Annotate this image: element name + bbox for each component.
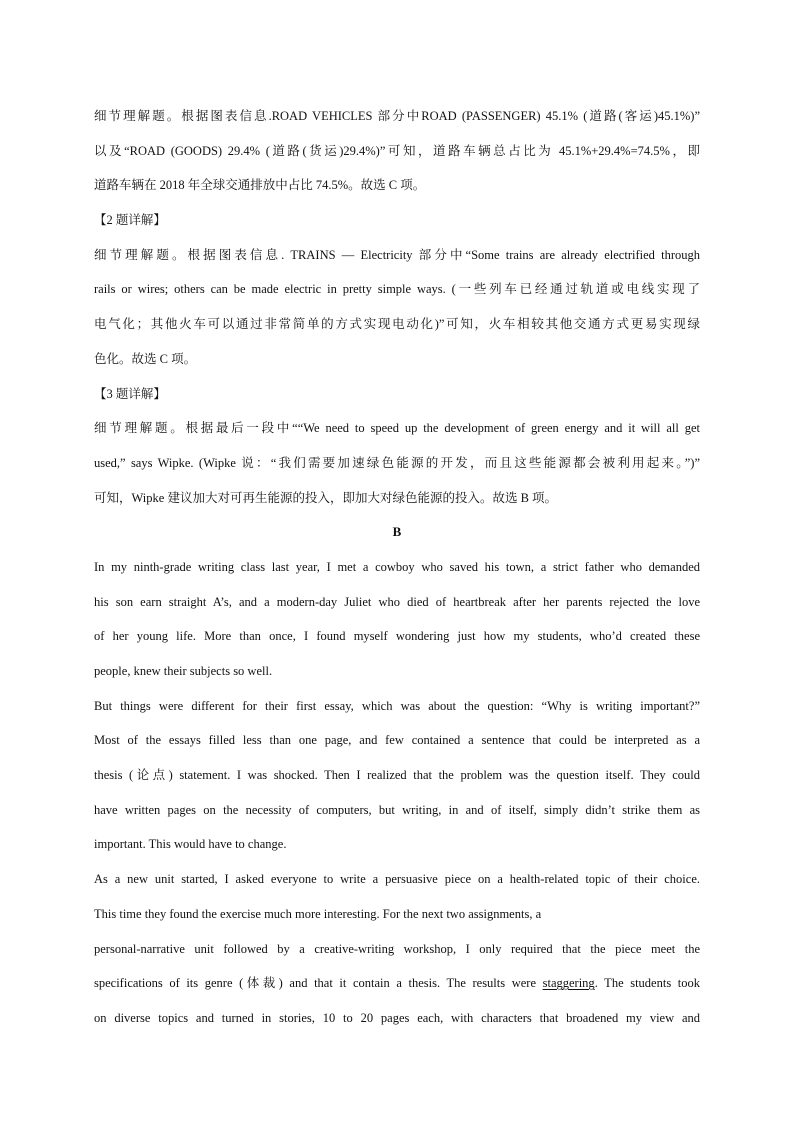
question-3-heading: 【3 题详解】 <box>94 386 166 401</box>
passage-line-6: Most of the essays filled less than one page, and few contained a sentence that could be interpreted as a <box>94 733 700 748</box>
passage-line-13-end: . The students took <box>594 976 701 991</box>
section-heading-b: B <box>392 524 402 540</box>
question-2-heading: 【2 题详解】 <box>94 213 166 228</box>
passage-line-1: In my ninth-grade writing class last year, I met a cowboy who saved his town, a strict father who demanded <box>94 559 700 574</box>
answer-3-line-2: used,” says Wipke. (Wipke 说：“我们需要加速绿色能源的开发，而且这些能源都会被利用起来。”)” <box>94 455 700 470</box>
passage-line-10: As a new unit started, I asked everyone to write a persuasive piece on a health-related topic of their choice. <box>94 872 700 887</box>
answer-3-line-3: 可知，Wipke 建议加大对可再生能源的投入，即加大对绿色能源的投入。故选 B 项。 <box>94 490 558 505</box>
passage-line-11: This time they found the exercise much more interesting. For the next two assignments, a <box>94 906 542 921</box>
answer-1-line-3: 道路车辆在 2018 年全球交通排放中占比 74.5%。故选 C 项。 <box>94 178 426 193</box>
answer-1-line-1: 细节理解题。根据图表信息.ROAD VEHICLES 部分中ROAD (PASSENGER) 45.1% (道路(客运)45.1%)” <box>94 109 700 123</box>
passage-line-14: on diverse topics and turned in stories, 10 to 20 pages each, with characters that broadened my view and <box>94 1010 700 1025</box>
passage-line-4: people, knew their subjects so well. <box>94 664 273 678</box>
answer-2-line-4: 色化。故选 C 项。 <box>94 351 197 366</box>
answer-2-line-1: 细节理解题。根据图表信息. TRAINS — Electricity 部分中“Some trains are already electrified through <box>94 247 700 262</box>
passage-line-8: have written pages on the necessity of computers, but writing, in and of itself, simply didn’t strike them as <box>94 802 700 817</box>
passage-line-5: But things were different for their first essay, which was about the question: “Why is writing important?” <box>94 698 700 713</box>
passage-line-13 <box>94 966 700 1001</box>
answer-1-line-2: 以及“ROAD (GOODS) 29.4% (道路(货运)29.4%)”可知，道路车辆总占比为 45.1%+29.4%=74.5%，即 <box>94 143 700 158</box>
answer-3-line-1: 细节理解题。根据最后一段中““We need to speed up the development of green energy and it will all get <box>94 421 700 436</box>
passage-line-13-start: specifications of its genre (体裁) and that it contain a thesis. The results were <box>94 976 543 991</box>
document-body <box>94 99 700 1036</box>
passage-line-2: his son earn straight A’s, and a modern-day Juliet who died of heartbreak after her parents rejected the love <box>94 594 700 609</box>
passage-line-12: personal-narrative unit followed by a creative-writing workshop, I only required that the piece meet the <box>94 941 700 956</box>
underlined-word-staggering: staggering <box>542 976 595 991</box>
passage-line-3: of her young life. More than once, I found myself wondering just how my students, who’d created these <box>94 629 700 644</box>
answer-2-line-2: rails or wires; others can be made electric in pretty simple ways. (一些列车已经通过轨道或电线实现了 <box>94 282 700 297</box>
passage-line-9: important. This would have to change. <box>94 837 287 852</box>
answer-2-line-3: 电气化；其他火车可以通过非常简单的方式实现电动化)”可知，火车相较其他交通方式更易实现绿 <box>94 317 700 332</box>
passage-line-7: thesis (论点) statement. I was shocked. Then I realized that the problem was the question itself. They could <box>94 768 700 783</box>
